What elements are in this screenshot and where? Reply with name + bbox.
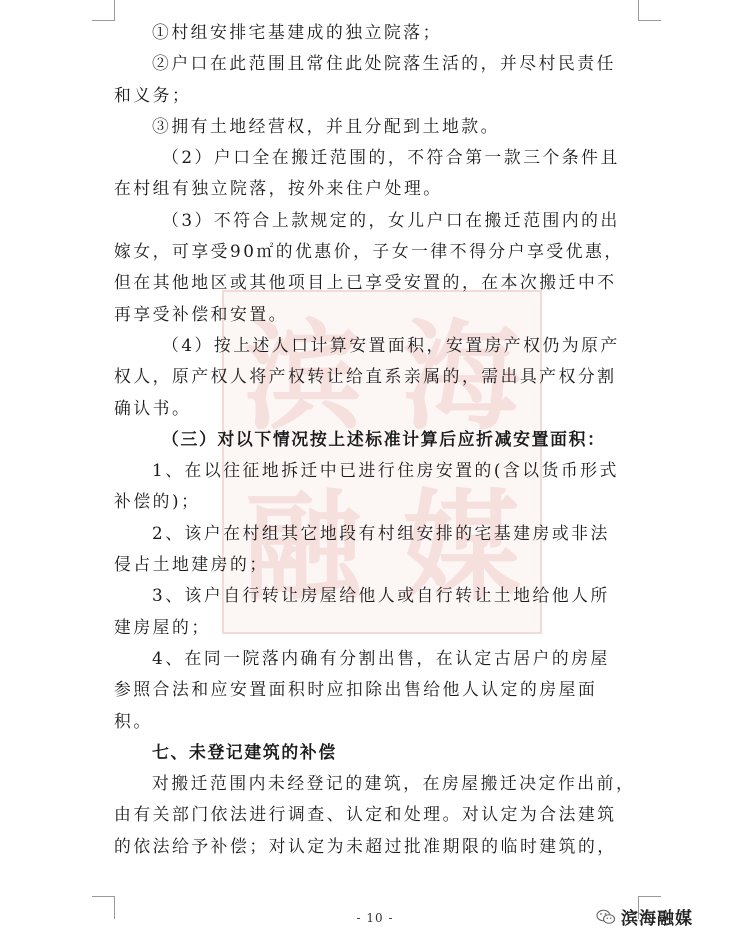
text-line: （4）按上述人口计算安置面积，安置房产权仍为原产 xyxy=(162,334,620,355)
text-line: 嫁女，可享受90㎡的优惠价，子女一律不得分户享受优惠， xyxy=(114,241,624,262)
text-line: 权人，原产权人将产权转让给直系亲属的，需出具产权分割 xyxy=(114,366,617,387)
watermark-char: 媒 xyxy=(401,478,520,616)
text-line: 在村组有独立院落，按外来住户处理。 xyxy=(114,178,443,199)
watermark-char: 融 xyxy=(243,478,362,616)
brand-name: 滨海融媒 xyxy=(621,909,693,929)
brand-badge xyxy=(596,904,693,929)
text-line: 积。 xyxy=(114,710,153,731)
text-line: 补偿的)； xyxy=(114,491,201,512)
text-line: （3）不符合上款规定的，女儿户口在搬迁范围内的出 xyxy=(162,209,620,230)
watermark-char: 海 xyxy=(401,308,520,446)
text-line: （2）户口全在搬迁范围的，不符合第一款三个条件且 xyxy=(162,147,620,168)
text-line: 2、该户在村组其它地段有村组安排的宅基建房或非法 xyxy=(152,522,610,543)
text-line: 4、在同一院落内确有分割出售，在认定古居户的房屋 xyxy=(152,647,610,668)
wechat-icon xyxy=(596,909,616,925)
text-line: 对搬迁范围内未经登记的建筑，在房屋搬迁决定作出前， xyxy=(152,773,636,794)
text-line: ②户口在此范围且常住此处院落生活的，并尽村民责任 xyxy=(152,53,616,74)
text-line: 和义务； xyxy=(114,84,192,105)
text-line: ①村组安排宅基建成的独立院落； xyxy=(152,22,442,42)
text-line: 确认书。 xyxy=(114,397,192,418)
text-line: 的依法给予补偿；对认定为未超过批准期限的临时建筑的， xyxy=(114,835,617,856)
text-line: ③拥有土地经营权，并且分配到土地款。 xyxy=(152,115,500,136)
text-line: 侵占土地建房的； xyxy=(114,554,269,575)
text-line: 由有关部门依法进行调查、认定和处理。对认定为合法建筑 xyxy=(114,804,617,825)
chapter-heading: 七、未登记建筑的补偿 xyxy=(152,741,337,762)
corner-mark-top-left xyxy=(92,0,115,21)
document-body xyxy=(114,17,644,862)
section-heading: （三）对以下情况按上述标准计算后应折减安置面积： xyxy=(162,428,606,449)
text-line: 再享受补偿和安置。 xyxy=(114,303,288,324)
text-line: 建房屋的； xyxy=(114,616,211,637)
watermark-char: 滨 xyxy=(243,308,362,446)
text-line: 但在其他地区或其他项目上已享受安置的，在本次搬迁中不 xyxy=(114,272,617,293)
text-line: 3、该户自行转让房屋给他人或自行转让土地给他人所 xyxy=(152,585,610,606)
page-number: - 10 - xyxy=(356,911,394,925)
text-line: 参照合法和应安置面积时应扣除出售给他人认定的房屋面 xyxy=(114,679,598,700)
text-line: 1、在以往征地拆迁中已进行住房安置的(含以货币形式 xyxy=(152,460,619,481)
